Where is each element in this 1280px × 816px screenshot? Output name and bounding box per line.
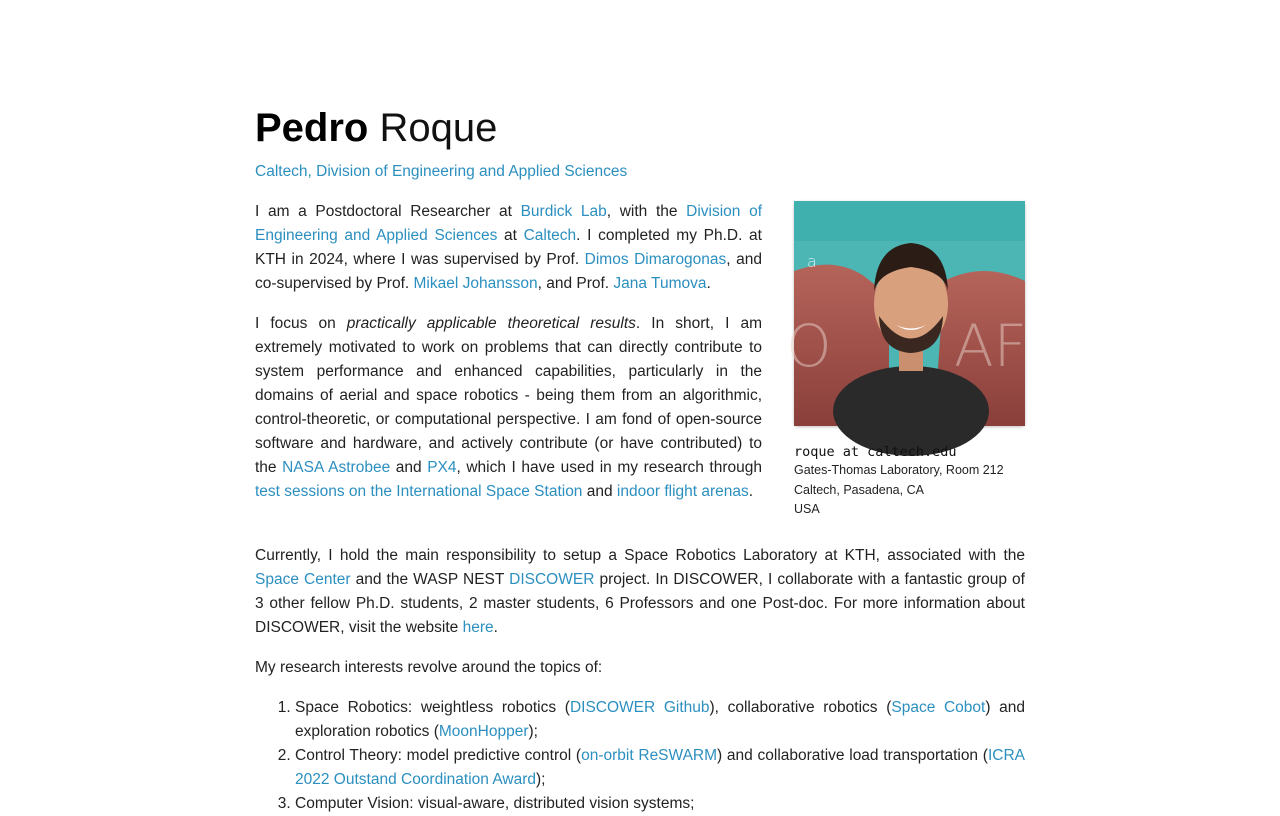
icra-award-link[interactable]: ICRA 2022 Outstand Coordination Award — [295, 747, 1025, 788]
text: ) and collaborative load transportation ( — [717, 747, 988, 764]
text: ) and exploration robotics ( — [295, 699, 1025, 740]
text: Control Theory: model predictive control ( — [295, 747, 582, 764]
text: and — [390, 459, 428, 476]
text: ); — [528, 723, 538, 740]
current-paragraph — [255, 544, 1025, 640]
address-line-3: USA — [794, 502, 820, 516]
division-link[interactable]: Division of Engineering and Applied Sciences — [255, 203, 762, 244]
list-item — [295, 792, 1025, 816]
text: project. In DISCOWER, I collaborate with a fantastic group of 3 other fellow Ph.D. students, 2 master students, 6 Professors and one Post-doc. For more information about DISCOWER, visit the website — [255, 571, 1025, 636]
text: ); — [536, 771, 546, 788]
svg-text:O: O — [786, 312, 832, 380]
burdick-lab-link[interactable]: Burdick Lab — [520, 203, 607, 220]
text: , with the — [606, 203, 687, 220]
advisor-link[interactable]: Dimos Dimarogonas — [584, 251, 727, 268]
text: . I completed my Ph.D. at KTH in 2024, where I was supervised by Prof. — [255, 227, 762, 268]
emphasis-text: practically applicable theoretical results — [346, 315, 636, 332]
text: Space Robotics: weightless robotics ( — [295, 699, 570, 716]
list-item — [295, 744, 1025, 792]
profile-card — [786, 201, 1028, 520]
text: I am a Postdoctoral Researcher at — [255, 203, 521, 220]
text: . In short, I am extremely motivated to work on problems that can directly contribute to system performance and enhanced capabilities, particularly in the domains of aerial and space robotics - being them from an algorithmic, control-theoretic, or computational perspective. I am fond of open-source software and hardware, and actively contribute (or have contributed) to the — [255, 315, 762, 476]
list-item — [295, 696, 1025, 744]
text: . — [748, 483, 754, 500]
profile-photo — [786, 201, 1028, 426]
main-content — [255, 544, 1025, 816]
text: , and Prof. — [537, 275, 614, 292]
first-name: Pedro — [255, 106, 369, 150]
text: Computer Vision: visual-aware, — [295, 795, 514, 812]
here-link[interactable]: here — [462, 619, 494, 636]
intro-paragraph-2 — [255, 312, 762, 504]
intro-section — [255, 200, 762, 520]
cosupervisor-1-link[interactable]: Mikael Johansson — [413, 275, 538, 292]
text: Currently, I hold the main responsibility to setup a Space Robotics Laboratory at KTH, associated with the — [255, 547, 1025, 564]
last-name: Roque — [379, 106, 498, 150]
caltech-link[interactable]: Caltech — [523, 227, 577, 244]
svg-text:AF: AF — [954, 312, 1028, 380]
text: . — [706, 275, 711, 292]
affiliation-link[interactable]: Caltech, Division of Engineering and Applied Sciences — [255, 163, 628, 180]
moonhopper-link[interactable]: MoonHopper — [438, 723, 529, 740]
svg-text:a: a — [807, 252, 817, 271]
text: I focus on — [255, 315, 347, 332]
iss-sessions-link[interactable]: test sessions on the International Space Station — [255, 483, 583, 500]
address-line-2: Caltech, Pasadena, CA — [794, 482, 924, 497]
interests-list — [255, 696, 1025, 816]
intro-paragraph-1 — [255, 200, 762, 296]
page-title — [255, 104, 497, 152]
space-center-link[interactable]: Space Center — [255, 571, 351, 588]
address-line-1: Gates-Thomas Laboratory, Room 212 — [794, 463, 1004, 477]
text: . — [493, 619, 498, 636]
interests-intro: My research interests revolve around the topics of: — [255, 659, 603, 676]
space-cobot-link[interactable]: Space Cobot — [891, 699, 986, 716]
text: , and co-supervised by Prof. — [255, 251, 762, 292]
flight-arenas-link[interactable]: indoor flight arenas — [616, 483, 749, 500]
reswarm-link[interactable]: on-orbit ReSWARM — [581, 747, 718, 764]
email-address: roque at caltech.edu — [794, 444, 957, 460]
text: ), collaborative robotics ( — [709, 699, 892, 716]
astrobee-link[interactable]: NASA Astrobee — [282, 459, 391, 476]
text: distributed vision systems; — [513, 795, 695, 812]
text: and the WASP NEST — [350, 571, 510, 588]
cosupervisor-2-link[interactable]: Jana Tumova — [613, 275, 707, 292]
text: at — [497, 227, 524, 244]
discower-link[interactable]: DISCOWER — [509, 571, 595, 588]
text: , which I have used in my research through — [456, 459, 763, 476]
px4-link[interactable]: PX4 — [427, 459, 457, 476]
text: and — [582, 483, 617, 500]
discower-github-link[interactable]: DISCOWER Github — [569, 699, 710, 716]
affiliation — [255, 161, 627, 183]
